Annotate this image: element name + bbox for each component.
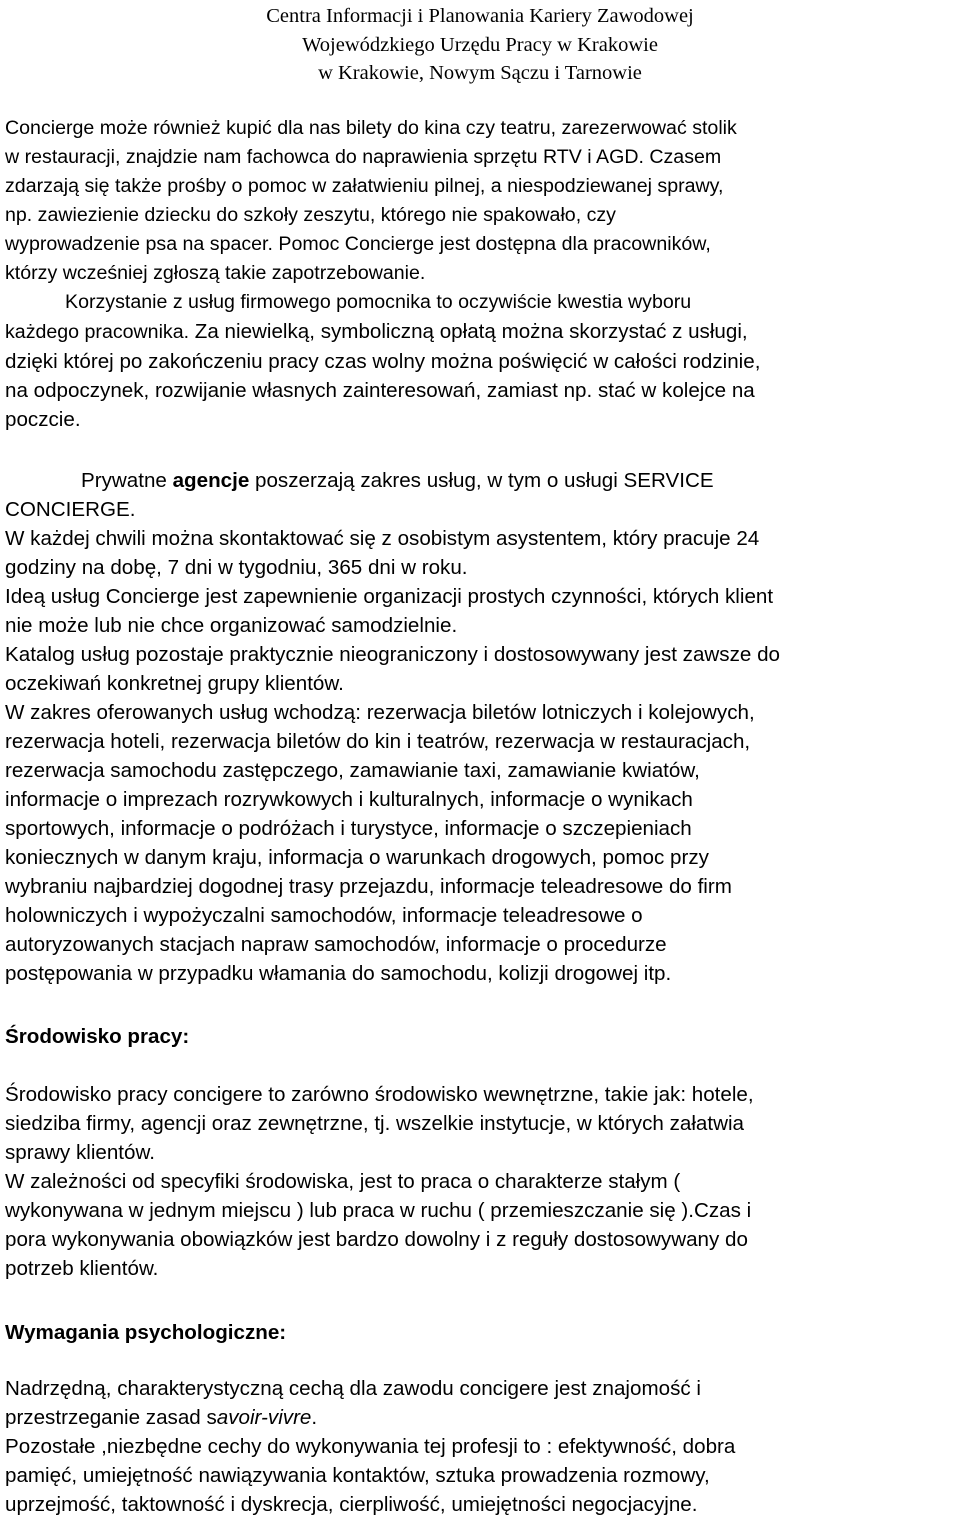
header-line-1: Centra Informacji i Planowania Kariery Zawodowej (266, 5, 694, 27)
italic-term: avoir-vivre (216, 1406, 312, 1429)
text-line: Katalog usług pozostaje praktycznie nieograniczony i dostosowywany jest zawsze do (5, 643, 780, 666)
document-header (0, 2, 960, 88)
text-line (5, 317, 957, 347)
text-line (5, 466, 957, 495)
text-line: sprawy klientów. (5, 1141, 155, 1164)
text-line (5, 1403, 957, 1432)
text-line: wybraniu najbardziej dogodnej trasy przejazdu, informacje teleadresowe do firm (5, 875, 732, 898)
text-line: pora wykonywania obowiązków jest bardzo dowolny i z reguły dostosowywany do (5, 1228, 748, 1251)
text-line: Ideą usług Concierge jest zapewnienie organizacji prostych czynności, których klient (5, 585, 774, 608)
text-line: wykonywana w jednym miejscu ) lub praca w ruchu ( przemieszczanie się ).Czas i (5, 1199, 752, 1222)
text-line: rezerwacja hoteli, rezerwacja biletów do kin i teatrów, rezerwacja w restauracjach, (5, 730, 751, 753)
text-line: pamięć, umiejętność nawiązywania kontaktów, sztuka prowadzenia rozmowy, (5, 1464, 710, 1487)
text-fragment: przestrzeganie zasad s (5, 1406, 217, 1429)
text-line: potrzeb klientów. (5, 1257, 159, 1280)
text-line: poczcie. (5, 408, 81, 431)
bold-term: agencje (172, 469, 250, 492)
header-line-3: w Krakowie, Nowym Sączu i Tarnowie (318, 62, 642, 84)
text-line: wyprowadzenie psa na spacer. Pomoc Concierge jest dostępna dla pracowników, (5, 233, 711, 255)
text-line: postępowania w przypadku włamania do samochodu, kolizji drogowej itp. (5, 962, 672, 985)
text-fragment: Prywatne (81, 469, 173, 492)
text-line: autoryzowanych stacjach napraw samochodów, informacje o procedurze (5, 933, 667, 956)
header-line-2: Wojewódzkiego Urzędu Pracy w Krakowie (302, 33, 658, 56)
text-line: nie może lub nie chce organizować samodzielnie. (5, 614, 458, 637)
text-line: siedziba firmy, agencji oraz zewnętrzne, tj. wszelkie instytucje, w których załatwia (5, 1112, 744, 1135)
paragraph-psychological-requirements (5, 1374, 957, 1519)
text-line: Środowisko pracy concigere to zarówno środowisko wewnętrzne, takie jak: hotele, (5, 1083, 754, 1106)
text-line: CONCIERGE. (5, 498, 136, 521)
text-line: W każdej chwili można skontaktować się z osobistym asystentem, który pracuje 24 (5, 527, 760, 550)
text-line: dzięki której po zakończeniu pracy czas wolny można poświęcić w całości rodzinie, (5, 350, 761, 373)
text-line: informacje o imprezach rozrywkowych i kulturalnych, informacje o wynikach (5, 788, 693, 811)
text-line: sportowych, informacje o podróżach i turystyce, informacje o szczepieniach (5, 817, 692, 840)
text-line: rezerwacja samochodu zastępczego, zamawianie taxi, zamawianie kwiatów, (5, 759, 700, 782)
text-line: W zależności od specyfiki środowiska, jest to praca o charakterze stałym ( (5, 1170, 681, 1193)
text-line: oczekiwań konkretnej grupy klientów. (5, 672, 344, 695)
text-line: zdarzają się także prośby o pomoc w załatwieniu pilnej, a niespodziewanej sprawy, (5, 175, 724, 197)
text-line: np. zawiezienie dziecku do szkoły zeszytu, którego nie spakowało, czy (5, 204, 616, 226)
text-line: uprzejmość, taktowność i dyskrecja, cierpliwość, umiejętności negocjacyjne. (5, 1493, 698, 1516)
text-line: koniecznych w danym kraju, informacja o warunkach drogowych, pomoc przy (5, 846, 709, 869)
text-fragment: . (311, 1406, 318, 1429)
text-fragment: każdego pracownika. (5, 321, 190, 343)
text-fragment: Za niewielką, symboliczną opłatą można skorzystać z usługi, (189, 320, 748, 343)
section-heading-work-environment: Środowisko pracy: (5, 1025, 190, 1048)
text-line: na odpoczynek, rozwijanie własnych zainteresowań, zamiast np. stać w kolejce na (5, 379, 755, 402)
text-line: którzy wcześniej zgłoszą takie zapotrzebowanie. (5, 262, 426, 284)
paragraph-private-agencies (5, 466, 957, 988)
text-line: godziny na dobę, 7 dni w tygodniu, 365 dni w roku. (5, 556, 468, 579)
text-line: holowniczych i wypożyczalni samochodów, informacje teleadresowe o (5, 904, 643, 927)
text-line: Korzystanie z usług firmowego pomocnika to oczywiście kwestia wyboru (65, 291, 692, 313)
text-line: Nadrzędną, charakterystyczną cechą dla zawodu concigere jest znajomość i (5, 1377, 701, 1400)
paragraph-concierge-services (5, 114, 957, 434)
text-line: Concierge może również kupić dla nas bilety do kina czy teatru, zarezerwować stolik (5, 117, 737, 139)
paragraph-work-environment (5, 1080, 957, 1283)
text-line: W zakres oferowanych usług wchodzą: rezerwacja biletów lotniczych i kolejowych, (5, 701, 755, 724)
text-fragment: poszerzają zakres usług, w tym o usługi SERVICE (249, 469, 714, 492)
section-heading-psychological-requirements: Wymagania psychologiczne: (5, 1321, 287, 1344)
text-line: Pozostałe ,niezbędne cechy do wykonywania tej profesji to : efektywność, dobra (5, 1435, 736, 1458)
text-line: w restauracji, znajdzie nam fachowca do naprawienia sprzętu RTV i AGD. Czasem (5, 146, 722, 168)
